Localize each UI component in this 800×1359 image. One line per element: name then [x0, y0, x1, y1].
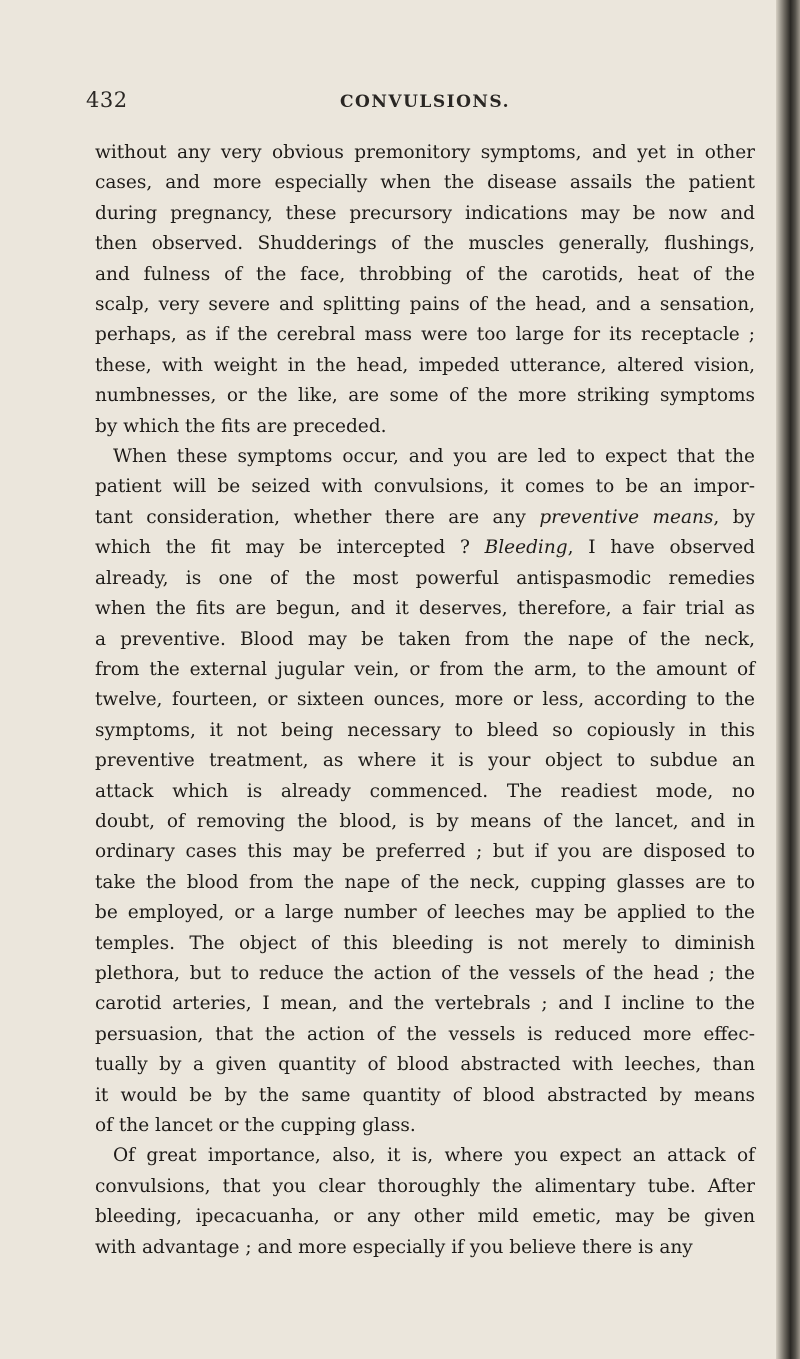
text-line: by which the fits are preceded.	[95, 415, 387, 437]
text-line: carotid arteries, I mean, and the vertebrals ; and I incline to the	[95, 993, 755, 1015]
text-line: bleeding, ipecacuanha, or any other mild emetic, may be given	[95, 1206, 755, 1228]
text-line: and fulness of the face, throbbing of the carotids, heat of the	[95, 263, 755, 285]
text-line: persuasion, that the action of the vessels is reduced more effec-	[95, 1023, 755, 1045]
text-line: when the fits are begun, and it deserves, therefore, a fair trial as	[95, 598, 755, 620]
text-line: preventive treatment, as where it is your object to subdue an	[95, 750, 755, 772]
text-line: attack which is already commenced. The readiest mode, no	[95, 780, 755, 802]
paragraph	[95, 138, 755, 442]
text-line: be employed, or a large number of leeches may be applied to the	[95, 902, 755, 924]
text-line: with advantage ; and more especially if you believe there is any	[95, 1236, 693, 1258]
text-line: of the lancet or the cupping glass.	[95, 1115, 416, 1136]
text-line: temples. The object of this bleeding is not merely to diminish	[95, 932, 755, 954]
page-number: 432	[86, 88, 128, 112]
text-line: patient will be seized with convulsions, it comes to be an impor-	[95, 476, 755, 498]
text-line: ordinary cases this may be preferred ; but if you are disposed to	[95, 841, 755, 863]
text-line: then observed. Shudderings of the muscles generally, flushings,	[95, 233, 755, 255]
page-header	[0, 88, 760, 118]
text-line: plethora, but to reduce the action of the vessels of the head ; the	[95, 962, 755, 984]
text-line: these, with weight in the head, impeded utterance, altered vision,	[95, 354, 755, 376]
running-title: CONVULSIONS.	[340, 92, 511, 112]
text-line: already, is one of the most powerful antispasmodic remedies	[95, 567, 755, 589]
text-line: cases, and more especially when the disease assails the patient	[95, 172, 755, 194]
emphasis-text: preventive means	[539, 506, 714, 528]
text-line: which the fit may be intercepted ? Bleeding, I have observed	[95, 537, 755, 559]
body-text	[95, 138, 755, 1263]
text-line: tant consideration, whether there are any preventive means, by	[95, 506, 755, 528]
text-line: a preventive. Blood may be taken from the nape of the neck,	[95, 628, 755, 650]
text-line: Of great importance, also, it is, where you expect an attack of	[113, 1145, 755, 1167]
text-line: during pregnancy, these precursory indications may be now and	[95, 202, 755, 224]
text-line: from the external jugular vein, or from the arm, to the amount of	[95, 658, 755, 680]
text-line: perhaps, as if the cerebral mass were too large for its receptacle ;	[95, 324, 755, 346]
text-line: When these symptoms occur, and you are led to expect that the	[113, 446, 755, 468]
text-line: numbnesses, or the like, are some of the more striking symptoms	[95, 385, 755, 407]
page-gutter-shadow	[776, 0, 800, 1359]
text-line: it would be by the same quantity of blood abstracted by means	[95, 1084, 755, 1106]
text-line: convulsions, that you clear thoroughly the alimentary tube. After	[95, 1175, 755, 1197]
text-line: without any very obvious premonitory symptoms, and yet in other	[95, 142, 755, 163]
text-line: take the blood from the nape of the neck, cupping glasses are to	[95, 871, 755, 893]
text-line: tually by a given quantity of blood abstracted with leeches, than	[95, 1054, 755, 1076]
text-line: doubt, of removing the blood, is by means of the lancet, and in	[95, 810, 755, 832]
emphasis-text: Bleeding	[484, 537, 568, 559]
text-line: twelve, fourteen, or sixteen ounces, more or less, according to the	[95, 689, 755, 711]
paragraph	[95, 442, 755, 1141]
text-line: scalp, very severe and splitting pains of the head, and a sensation,	[95, 294, 755, 316]
text-line: symptoms, it not being necessary to bleed so copiously in this	[95, 719, 755, 741]
paragraph	[95, 1141, 755, 1263]
